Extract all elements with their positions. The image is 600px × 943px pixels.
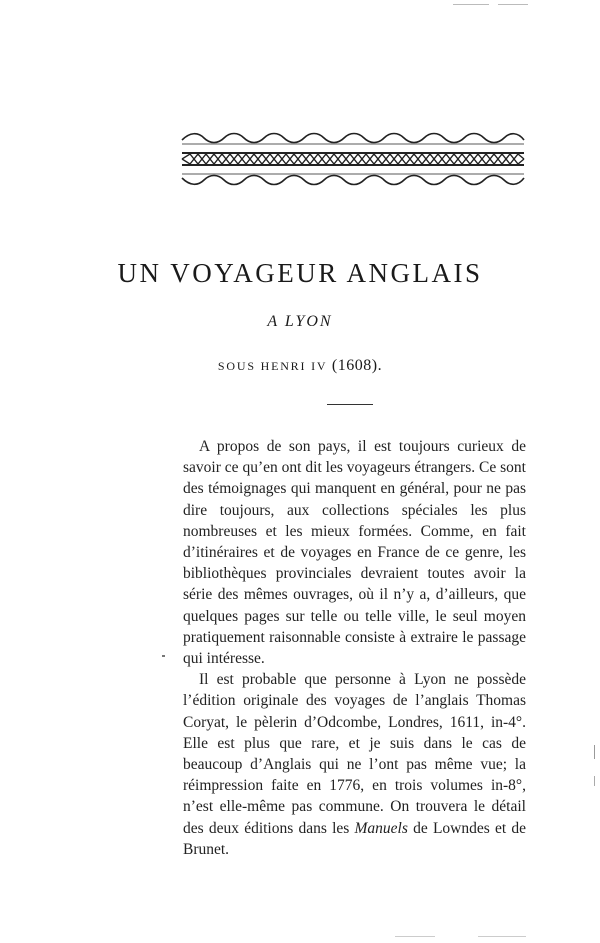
scan-edge-mark — [453, 4, 489, 5]
italic-title: Manuels — [354, 819, 408, 837]
paragraph: A propos de son pays, il est toujours curieux de savoir ce qu’en ont dit les voyageurs étrangers. Ce sont des témoignages qui manquent en général, pour ne pas dire toujours, aux collections spéciales les plus nombreuses et les mieux formées. Comme, en fait d’itinéraires et de voyages en France de ce genre, les bibliothèques provinciales devraient toutes avoir la série des mêmes ouvrages, où il n’y a, d’ailleurs, que quelques pages sur telle ou telle ville, le seul moyen pratiquement raisonnable consiste à extraire le passage qui intéresse. — [183, 438, 526, 668]
paragraph — [183, 669, 526, 860]
paragraph-text: de Lowndes et de Brunet. — [183, 819, 526, 858]
dateline-prefix: SOUS HENRI IV — [217, 359, 328, 373]
decorative-headpiece-ornament — [180, 130, 526, 188]
scan-edge-mark — [498, 4, 528, 5]
chapter-subtitle: A LYON — [267, 313, 333, 330]
chapter-title: UN VOYAGEUR ANGLAIS — [117, 258, 483, 288]
margin-speck — [594, 745, 595, 759]
section-rule — [327, 404, 373, 405]
chapter-dateline — [0, 357, 600, 375]
paragraph-text: Il est probable que personne à Lyon ne possède l’édition originale des voyages de l’anglais Thomas Coryat, le pèlerin d’Odcombe, Londres, 1611, in-4°. Elle est plus que rare, et je suis dans le cas de beaucoup d’Anglais qui ne l’ont pas même vue; la réimpression faite en 1776, en trois volumes in-8°, n’est elle-même pas commune. On trouvera le détail des deux éditions dans les — [183, 671, 526, 837]
body-text — [183, 436, 526, 860]
margin-speck — [594, 776, 595, 786]
dateline-year: (1608). — [331, 357, 383, 374]
margin-speck — [162, 655, 165, 657]
scan-edge-mark — [395, 936, 435, 937]
scan-edge-mark — [478, 936, 526, 937]
